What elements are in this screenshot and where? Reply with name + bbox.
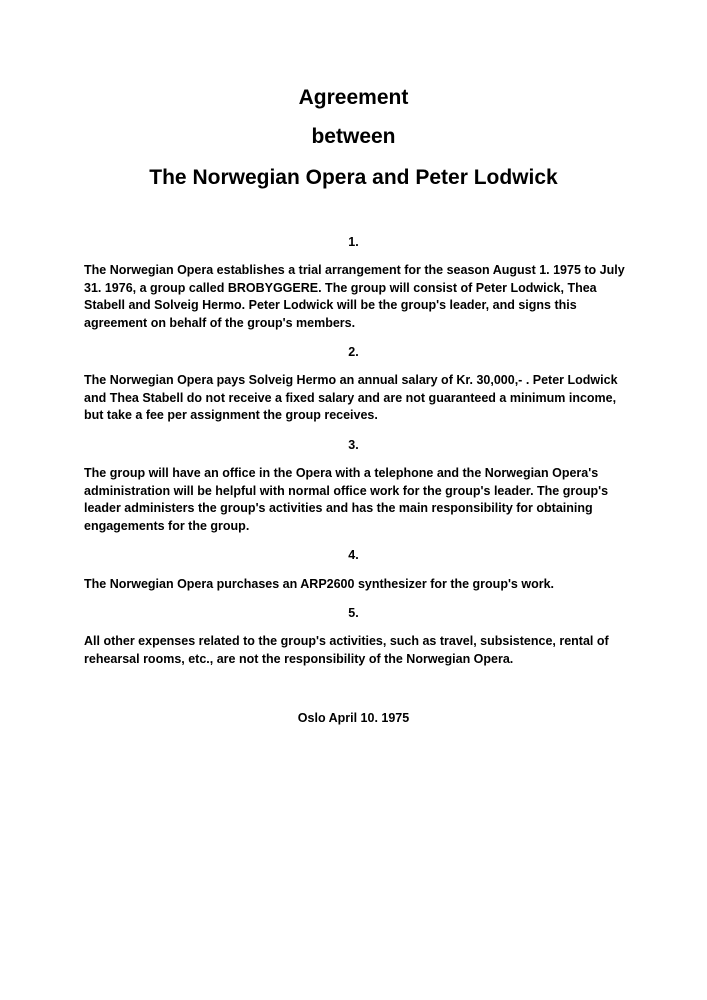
section-number-5: 5. [348,606,359,620]
section-text-5: All other expenses related to the group's activities, such as travel, subsistence, rental of rehearsal rooms, etc., are not the responsibility of the Norwegian Opera. [84,634,609,666]
section-text-4: The Norwegian Opera purchases an ARP2600 synthesizer for the group's work. [84,577,555,591]
heading-between: between [311,125,396,148]
section-text-3: The group will have an office in the Opera with a telephone and the Norwegian Opera's administration will be helpful with normal office work for the group's leader. The group's leader administers the group's activities and has the main responsibility for obtaining engagements for the group. [84,466,609,533]
section-number-4: 4. [348,548,359,562]
section-text-1: The Norwegian Opera establishes a trial arrangement for the season August 1. 1975 to July 31. 1976, a group called BROBYGGERE. The group will consist of Peter Lodwick, Thea Stabell and Solveig Hermo. Peter Lodwick will be the group's leader, and signs this agreement on behalf of the group's members. [84,263,625,330]
section-number-3: 3. [348,438,359,452]
heading-agreement: Agreement [298,86,409,109]
section-number-1: 1. [348,235,359,249]
heading-parties: The Norwegian Opera and Peter Lodwick [149,166,558,189]
section-text-2: The Norwegian Opera pays Solveig Hermo an annual salary of Kr. 30,000,- . Peter Lodwick and Thea Stabell do not receive a fixed salary and are not guaranteed a minimum income, but take a fee per assignment the group receives. [84,373,618,422]
section-number-2: 2. [348,345,359,359]
place-date: Oslo April 10. 1975 [297,711,410,725]
